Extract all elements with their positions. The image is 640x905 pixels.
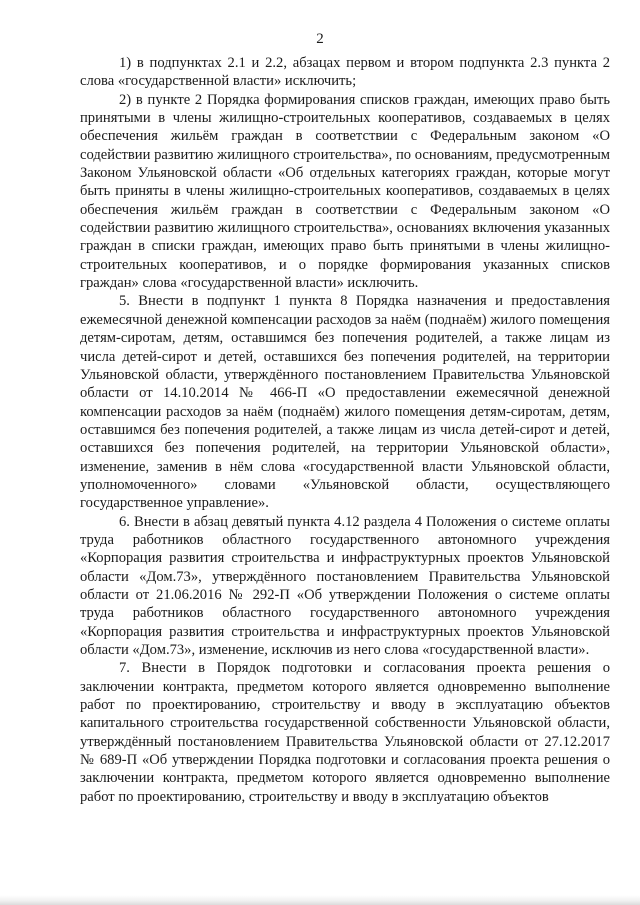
page-number: 2 bbox=[316, 31, 324, 47]
document-body bbox=[80, 54, 610, 806]
scan-bottom-edge bbox=[0, 895, 640, 905]
paragraph-item-1: 1) в подпунктах 2.1 и 2.2, абзацах первом и втором подпункта 2.3 пункта 2 слова «государственной власти» исключить; bbox=[80, 55, 610, 90]
paragraph-point-7: 7. Внести в Порядок подготовки и согласования проекта решения о заключении контракта, предметом которого является одновременно выполнение работ по проектированию, строительству и вводу в эксплуатацию объектов капитального строительства государственной собственности Ульяновской области, утверждённый постановлением Правительства Ульяновской области от 27.12.2017 № 689-П «Об утверждении Порядка подготовки и согласования проекта решения о заключении контракта, предметом которого является одновременно выполнение работ по проектированию, строительству и вводу в эксплуатацию объектов bbox=[80, 660, 610, 805]
paragraph-point-5: 5. Внести в подпункт 1 пункта 8 Порядка назначения и предоставления ежемесячной денежной компенсации расходов за наём (поднаём) жилого помещения детям-сиротам, детям, оставшимся без попечения родителей, а также лицам из числа детей-сирот и детей, оставшихся без попечения родителей, на территории Ульяновской области, утверждённого постановлением Правительства Ульяновской области от 14.10.2014 № 466-П «О предоставлении ежемесячной денежной компенсации расходов за наём (поднаём) жилого помещения детям-сиротам, детям, оставшимся без попечения родителей, а также лицам из числа детей-сирот и детей, оставшихся без попечения родителей, на территории Ульяновской области», изменение, заменив в нём слова «государственной власти Ульяновской области, уполномоченного» словами «Ульяновской области, осуществляющего государственное управление». bbox=[80, 293, 610, 512]
paragraph-point-6: 6. Внести в абзац девятый пункта 4.12 раздела 4 Положения о системе оплаты труда работников областного государственного автономного учреждения «Корпорация развития строительства и инфраструктурных проектов Ульяновской области «Дом.73», утверждённого постановлением Правительства Ульяновской области от 21.06.2016 № 292-П «Об утверждении Положения о системе оплаты труда работников областного государственного автономного учреждения «Корпорация развития строительства и инфраструктурных проектов Ульяновской области «Дом.73», изменение, исключив из него слова «государственной власти». bbox=[80, 513, 610, 658]
paragraph-item-2: 2) в пункте 2 Порядка формирования списков граждан, имеющих право быть принятыми в члены жилищно-строительных кооперативов, создаваемых в целях обеспечения жильём граждан в соответствии с Федеральным законом «О содействии развитию жилищного строительства», по основаниям, предусмотренным Законом Ульяновской области «Об отдельных категориях граждан, которые могут быть приняты в члены жилищно-строительных кооперативов, создаваемых в целях обеспечения жильём граждан в соответствии с Федеральным законом «О содействии развитию жилищного строительства», основаниях включения указанных граждан в списки граждан, имеющих право быть принятыми в члены жилищно-строительных кооперативов, и о порядке формирования указанных списков граждан» слова «государственной власти» исключить. bbox=[80, 91, 610, 292]
